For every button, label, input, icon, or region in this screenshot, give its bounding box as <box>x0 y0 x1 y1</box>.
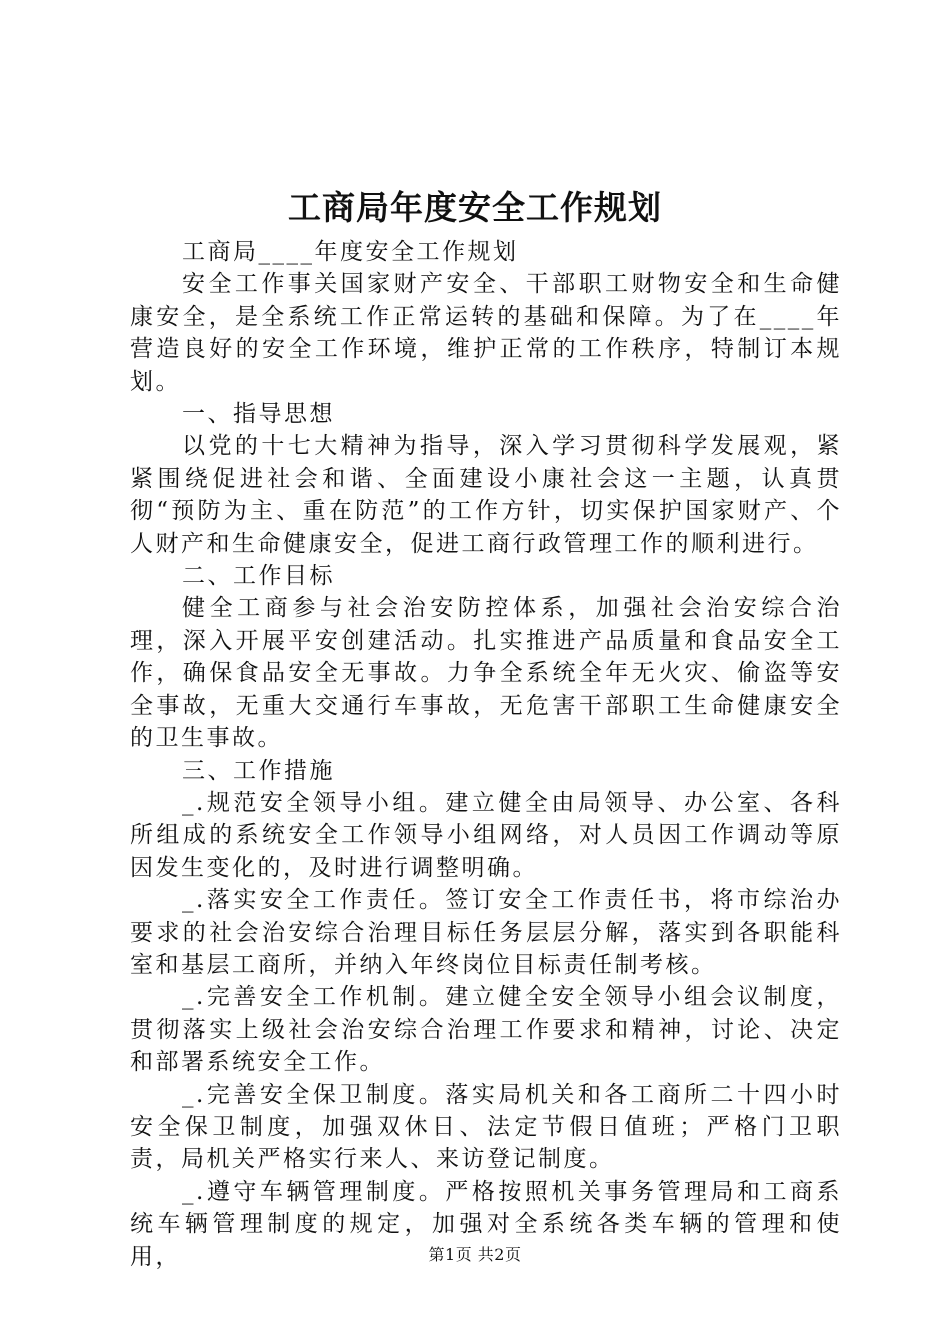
measure-item-1: _.规范安全领导小组。建立健全由局领导、办公室、各科所组成的系统安全工作领导小组网络，对人员因工作调动等原因发生变化的，及时进行调整明确。 <box>130 789 842 881</box>
measure-item-2: _.落实安全工作责任。签订安全工作责任书，将市综治办要求的社会治安综合治理目标任务层层分解，落实到各职能科室和基层工商所，并纳入年终岗位目标责任制考核。 <box>130 887 842 978</box>
section-heading-guiding-ideology: 一、指导思想 <box>182 401 335 428</box>
document-title: 工商局年度安全工作规划 <box>288 188 662 227</box>
page-footer: 第1页 共2页 <box>428 1245 522 1264</box>
section-heading-work-goals: 二、工作目标 <box>182 563 335 590</box>
guiding-ideology-paragraph: 以党的十七大精神为指导，深入学习贯彻科学发展观，紧紧围绕促进社会和谐、全面建设小康社会这一主题，认真贯彻“预防为主、重在防范”的工作方针，切实保护国家财产、个人财产和生命健康安全，促进工商行政管理工作的顺利进行。 <box>130 433 842 557</box>
document-body <box>130 236 842 1273</box>
measure-item-3: _.完善安全工作机制。建立健全安全领导小组会议制度，贯彻落实上级社会治安综合治理工作要求和精神，讨论、决定和部署系统安全工作。 <box>130 984 842 1076</box>
intro-paragraph: 安全工作事关国家财产安全、干部职工财物安全和生命健康安全，是全系统工作正常运转的基础和保障。为了在____年营造良好的安全工作环境，维护正常的工作秩序，特制订本规划。 <box>130 271 842 395</box>
work-goals-paragraph: 健全工商参与社会治安防控体系，加强社会治安综合治理，深入开展平安创建活动。扎实推进产品质量和食品安全工作，确保食品安全无事故。力争全系统全年无火灾、偷盗等安全事故，无重大交通行车事故，无危害干部职工生命健康安全的卫生事故。 <box>130 595 842 752</box>
subtitle-paragraph: 工商局____年度安全工作规划 <box>182 239 519 265</box>
measure-item-5: _.遵守车辆管理制度。严格按照机关事务管理局和工商系统车辆管理制度的规定，加强对全系统各类车辆的管理和使用， <box>130 1178 842 1270</box>
section-heading-work-measures: 三、工作措施 <box>182 757 335 784</box>
measure-item-4: _.完善安全保卫制度。落实局机关和各工商所二十四小时安全保卫制度，加强双休日、法定节假日值班；严格门卫职责，局机关严格实行来人、来访登记制度。 <box>130 1081 842 1173</box>
